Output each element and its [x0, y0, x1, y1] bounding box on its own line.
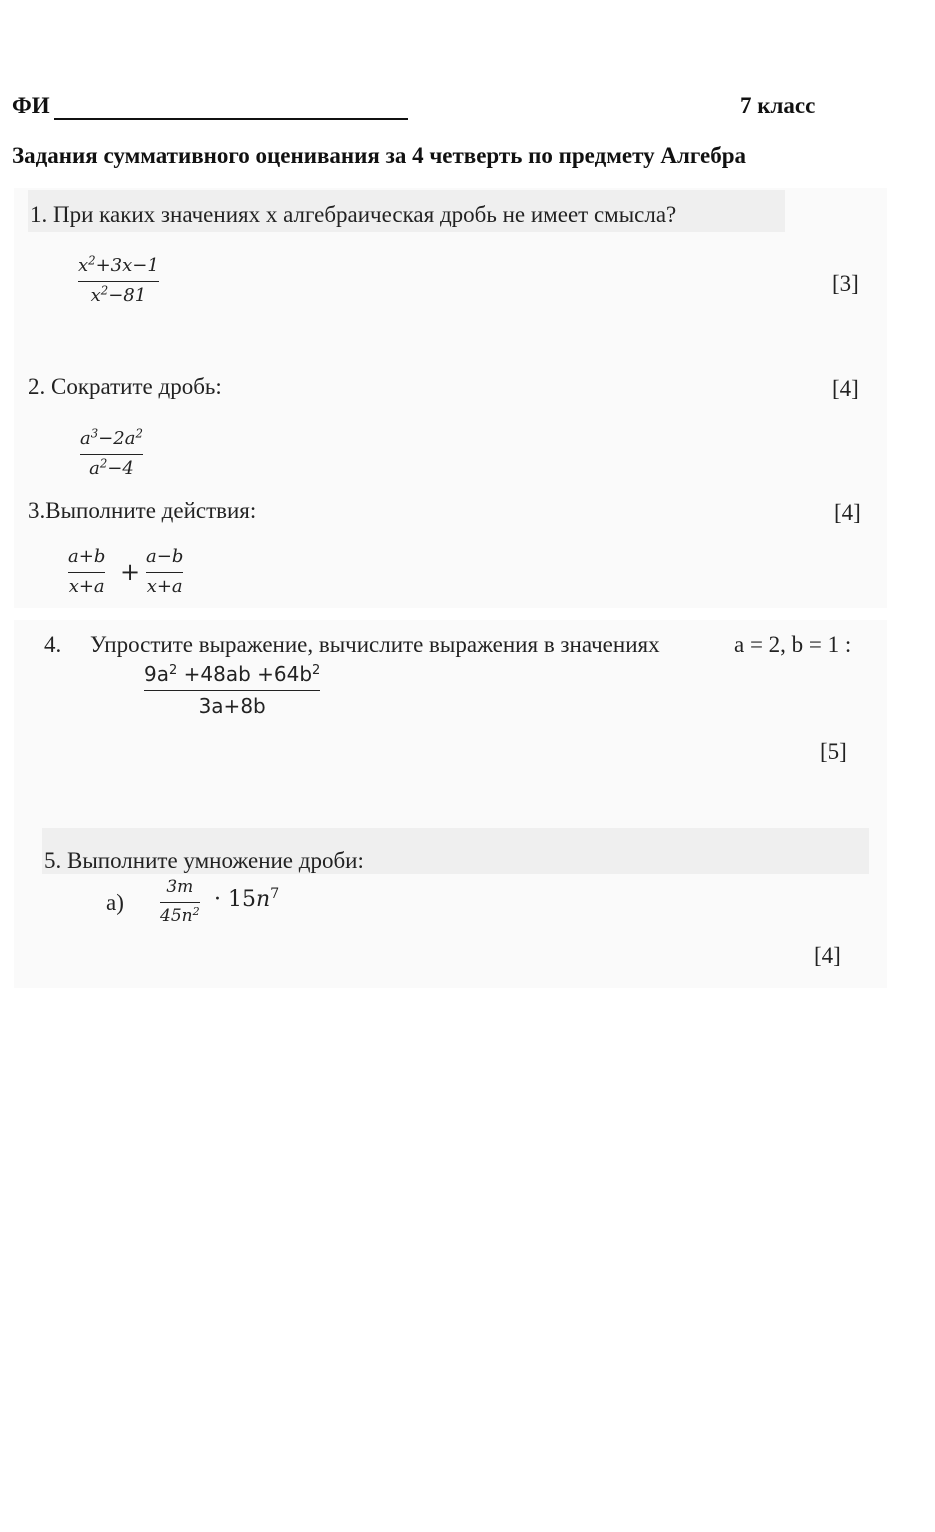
task-4-values: a = 2, b = 1 :	[734, 632, 852, 657]
task-1-points: [3]	[832, 271, 859, 296]
task-4-text: Упростите выражение, вычислите выражения в значениях	[90, 632, 660, 657]
task-4-points: [5]	[820, 739, 847, 764]
task-4-numerator: $9a^2 +48ab +64b^2$	[144, 662, 321, 686]
plus-operator: +	[120, 558, 141, 586]
task-2-denominator: $a^2-4$	[89, 456, 134, 479]
task-5-text: 5. Выполните умножение дроби:	[44, 848, 364, 873]
task-1-fraction	[78, 253, 159, 306]
fraction-bar	[68, 572, 105, 573]
task-3-text: 3.Выполните действия:	[28, 498, 257, 523]
task-5-numerator: 3m	[166, 877, 194, 897]
task-4-denominator: 3a+8b	[198, 694, 266, 718]
task-5-item-label: а)	[106, 890, 124, 915]
task-4-number: 4.	[44, 632, 62, 657]
task-2-fraction	[80, 426, 143, 479]
name-underline[interactable]	[54, 118, 408, 120]
task-3-fraction-2	[146, 548, 183, 596]
task-3-fraction-1-denominator: x+a	[68, 576, 105, 597]
task-5-denominator: $45n^2$	[160, 904, 200, 926]
fraction-bar	[80, 454, 143, 455]
fraction-bar	[160, 902, 200, 903]
page-title: Задания суммативного оценивания за 4 четверть по предмету Алгебра	[12, 143, 746, 168]
task-5-points: [4]	[814, 943, 841, 968]
name-label	[12, 93, 50, 119]
fraction-bar	[78, 281, 159, 282]
task-3-points: [4]	[834, 500, 861, 525]
task-5-fraction	[160, 879, 200, 925]
fraction-bar	[146, 572, 183, 573]
name-label-text: ФИ	[12, 93, 50, 118]
task-3-fraction-1	[68, 548, 105, 596]
task-2-numerator: $a^3-2a^2$	[80, 426, 143, 449]
task-3-fraction-2-numerator: a−b	[146, 546, 184, 567]
task-4-fraction	[144, 664, 320, 716]
grade-label: 7 класс	[740, 93, 816, 118]
task-2-text: 2. Сократите дробь:	[28, 374, 222, 399]
task-1-text: 1. При каких значениях x алгебраическая дробь не имеет смысла?	[30, 202, 677, 227]
task-2-points: [4]	[832, 376, 859, 401]
task-3-fraction-1-numerator: a+b	[68, 546, 106, 567]
fraction-bar	[144, 690, 320, 691]
task-1-numerator: $x^2+3x-1$	[78, 253, 159, 276]
task-1-denominator: $x^2-81$	[90, 283, 147, 306]
task-3-fraction-2-denominator: x+a	[146, 576, 183, 597]
task-5-factor: · $15n^7$	[214, 886, 280, 912]
